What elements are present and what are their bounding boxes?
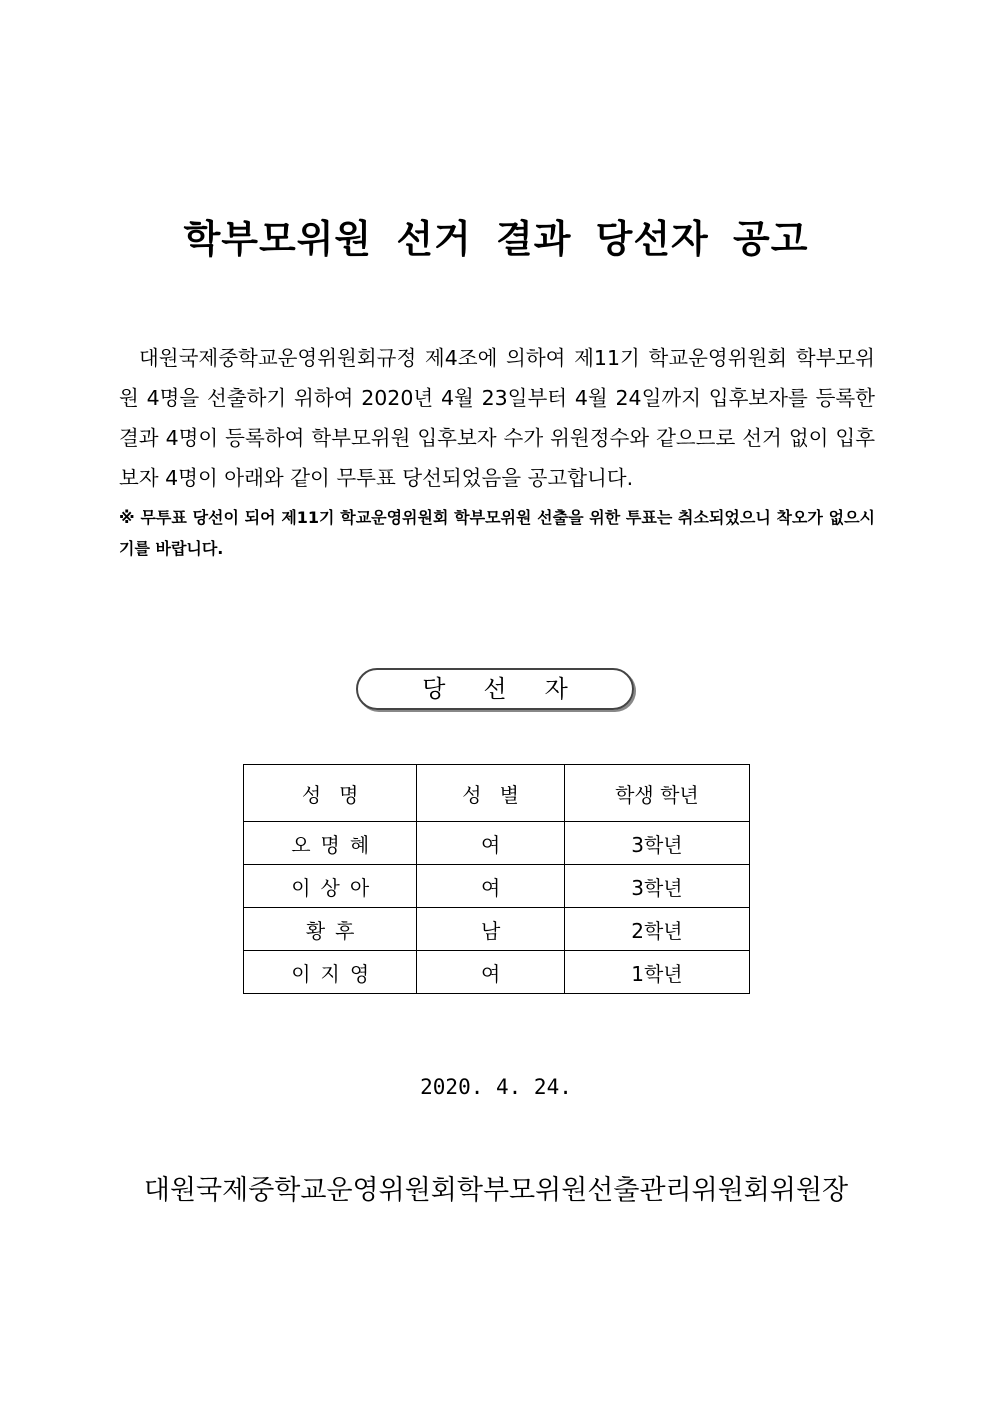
winner-grade: 3학년 [564, 822, 749, 865]
table-row [244, 951, 750, 994]
winners-table [243, 764, 750, 994]
announcement-note: ※ 무투표 당선이 되어 제11기 학교운영위원회 학부모위원 선출을 위한 투표는 취소되었으니 착오가 없으시기를 바랍니다. [119, 508, 875, 558]
issuer-signature: 대원국제중학교운영위원회학부모위원선출관리위원회위원장 [143, 1175, 849, 1206]
winner-name: 이상아 [244, 865, 417, 908]
winner-grade: 2학년 [564, 908, 749, 951]
document-title: 학부모위원 선거 결과 당선자 공고 [183, 217, 809, 261]
winner-gender: 남 [417, 908, 565, 951]
table-row [244, 865, 750, 908]
winner-grade: 3학년 [564, 865, 749, 908]
table-header-row [244, 765, 750, 822]
table-row [244, 908, 750, 951]
winner-gender: 여 [417, 865, 565, 908]
winner-name: 이지영 [244, 951, 417, 994]
winners-section-label: 당선자 [356, 668, 634, 710]
header-grade: 학생 학년 [564, 765, 749, 822]
announcement-date: 2020. 4. 24. [420, 1075, 572, 1099]
winner-gender: 여 [417, 951, 565, 994]
winner-name: 오명혜 [244, 822, 417, 865]
announcement-body: 대원국제중학교운영위원회규정 제4조에 의하여 제11기 학교운영위원회 학부모위원 4명을 선출하기 위하여 2020년 4월 23일부터 4월 24일까지 입후보자를 등록한 결과 4명이 등록하여 학부모위원 입후보자 수가 위원정수와 같으므로 선거 없이 입후보자 4명이 아래와 같이 무투표 당선되었음을 공고합니다. [119, 346, 875, 490]
header-name: 성명 [244, 765, 417, 822]
winner-gender: 여 [417, 822, 565, 865]
winner-name: 황후 [244, 908, 417, 951]
header-gender: 성별 [417, 765, 565, 822]
table-row [244, 822, 750, 865]
winner-grade: 1학년 [564, 951, 749, 994]
